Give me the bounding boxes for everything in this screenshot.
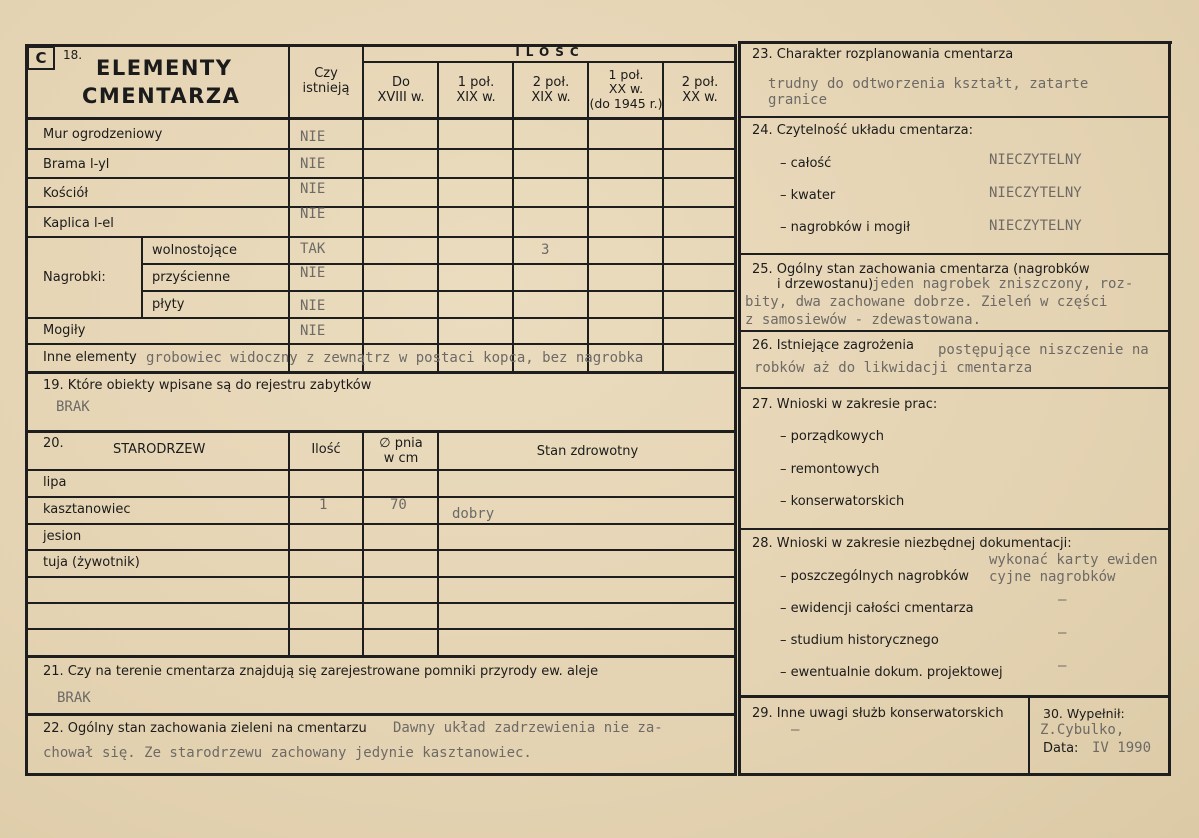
col-header-tree-diameter: ∅ pnia w cm <box>379 436 423 466</box>
s28-value-nagrobkow-line1: wykonać karty ewiden <box>989 552 1158 568</box>
tree-health-kasztanowiec: dobry <box>452 506 495 522</box>
s28-item-nagrobkow: – poszczególnych nagrobków <box>780 569 970 584</box>
section-29-value: – <box>791 722 800 738</box>
col-header-exists: Czy istnieją <box>302 66 350 96</box>
section-22-value-line1: Dawny układ zadrzewienia nie za- <box>393 720 663 736</box>
row-value-mogily: NIE <box>300 323 326 339</box>
section-30-date-value: IV 1990 <box>1092 740 1152 756</box>
section-20-title: STARODRZEW <box>113 442 206 457</box>
section-21-label: 21. Czy na terenie cmentarza znajdują się zarejestrowane pomniki przyrody ew. aleje <box>43 664 599 679</box>
section-27-label: 27. Wnioski w zakresie prac: <box>752 397 938 412</box>
tree-name-jesion: jesion <box>43 529 82 544</box>
section-26-value-line1: postępujące niszczenie na <box>938 342 1149 358</box>
section-25-value-line3: z samosiewów - zdewastowana. <box>745 312 982 328</box>
col-header-period-2: 1 poł. XIX w. <box>456 75 496 105</box>
col-header-period-1: Do XVIII w. <box>377 75 425 105</box>
row-label-kaplica: Kaplica l-el <box>43 216 114 231</box>
section-29-label: 29. Inne uwagi służb konserwatorskich <box>752 706 1004 721</box>
s28-value-projektowej: – <box>1058 658 1067 674</box>
col-header-tree-count: Ilość <box>311 442 341 457</box>
section-23-value-line1: trudny do odtworzenia kształt, zatarte <box>768 76 1089 92</box>
s24-item-kwater: – kwater <box>780 188 836 203</box>
section-28-label: 28. Wnioski w zakresie niezbędnej dokumentacji: <box>752 536 1072 551</box>
inne-elementy-value: grobowiec widoczny z zewnątrz w postaci kopca, bez nagrobka <box>146 350 644 366</box>
s24-item-calosc: – całość <box>780 156 832 171</box>
tree-name-tuja: tuja (żywotnik) <box>43 555 140 570</box>
section-25-value-line2: bity, dwa zachowane dobrze. Zieleń w części <box>745 294 1108 310</box>
section-18-number: 18. <box>63 48 83 62</box>
section-20-number: 20. <box>43 436 64 451</box>
section-30-name: Z.Cybulko, <box>1040 722 1125 738</box>
nagrobki-value-wolnostojace: TAK <box>300 241 326 257</box>
s28-value-ewidencji: – <box>1058 592 1067 608</box>
section-23-label: 23. Charakter rozplanowania cmentarza <box>752 47 1014 62</box>
s28-value-nagrobkow-line2: cyjne nagrobków <box>989 569 1116 585</box>
nagrobki-value-przyscienne: NIE <box>300 265 326 281</box>
section-22-value-line2: chował się. Ze starodrzewu zachowany jedynie kasztanowiec. <box>43 745 532 761</box>
section-19-label: 19. Które obiekty wpisane są do rejestru zabytków <box>43 378 372 393</box>
section-22-label: 22. Ogólny stan zachowania zieleni na cmentarzu <box>43 721 367 736</box>
s24-value-nagrobkow: NIECZYTELNY <box>989 218 1082 234</box>
section-19-value: BRAK <box>56 399 90 415</box>
tree-name-kasztanowiec: kasztanowiec <box>43 502 131 517</box>
s28-item-projektowej: – ewentualnie dokum. projektowej <box>780 665 1003 680</box>
section-18-title-line1: ELEMENTY <box>96 56 233 80</box>
s28-item-ewidencji: – ewidencji całości cmentarza <box>780 601 974 616</box>
section-25-value-line1: jeden nagrobek zniszczony, roz- <box>872 276 1134 292</box>
s24-value-calosc: NIECZYTELNY <box>989 152 1082 168</box>
col-header-period-3: 2 poł. XIX w. <box>531 75 571 105</box>
row-value-brama: NIE <box>300 156 326 172</box>
s24-item-nagrobkow: – nagrobków i mogił <box>780 220 911 235</box>
col-header-ilosc: ILOŚĆ <box>515 45 585 59</box>
s27-item-remontowych: – remontowych <box>780 462 880 477</box>
row-value-kaplica: NIE <box>300 206 326 222</box>
s28-value-studium: – <box>1058 625 1067 641</box>
section-30-date-label: Data: <box>1043 741 1079 756</box>
col-header-tree-health: Stan zdrowotny <box>536 444 639 459</box>
section-26-value-line2: robków aż do likwidacji cmentarza <box>754 360 1033 376</box>
nagrobki-label-wolnostojace: wolnostojące <box>152 243 237 258</box>
inne-elementy-label: Inne elementy <box>43 350 137 365</box>
tree-diameter-kasztanowiec: 70 <box>390 497 407 513</box>
nagrobki-label-plyty: płyty <box>152 297 185 312</box>
section-25-label-line1: 25. Ogólny stan zachowania cmentarza (nagrobków <box>752 262 1090 277</box>
tree-name-lipa: lipa <box>43 475 67 490</box>
nagrobki-value-plyty: NIE <box>300 298 326 314</box>
section-letter-box: C <box>27 46 55 70</box>
section-18-title-line2: CMENTARZA <box>82 84 241 108</box>
s24-value-kwater: NIECZYTELNY <box>989 185 1082 201</box>
col-header-period-5: 2 poł. XX w. <box>681 75 719 105</box>
nagrobki-label-przyscienne: przyścienne <box>152 270 231 285</box>
row-label-kosciol: Kościół <box>43 186 89 201</box>
s27-item-konserwatorskich: – konserwatorskich <box>780 494 905 509</box>
s28-item-studium: – studium historycznego <box>780 633 939 648</box>
nagrobki-label: Nagrobki: <box>43 270 106 285</box>
section-25-label-line2: i drzewostanu) <box>777 277 874 292</box>
row-value-kosciol: NIE <box>300 181 326 197</box>
section-26-label: 26. Istniejące zagrożenia <box>752 338 914 353</box>
section-23-value-line2: granice <box>768 92 828 108</box>
row-label-brama: Brama l-yl <box>43 157 110 172</box>
row-label-mur: Mur ogrodzeniowy <box>43 127 163 142</box>
s27-item-porzadkowych: – porządkowych <box>780 429 884 444</box>
row-value-mur: NIE <box>300 129 326 145</box>
section-21-value: BRAK <box>57 690 91 706</box>
tree-count-kasztanowiec: 1 <box>319 497 328 513</box>
row-label-mogily: Mogiły <box>43 323 86 338</box>
section-24-label: 24. Czytelność układu cmentarza: <box>752 123 974 138</box>
col-header-period-4: 1 poł. XX w. (do 1945 r.) <box>589 67 663 111</box>
section-30-label: 30. Wypełnił: <box>1043 706 1125 721</box>
nagrobki-count-wolnostojace: 3 <box>541 242 550 258</box>
